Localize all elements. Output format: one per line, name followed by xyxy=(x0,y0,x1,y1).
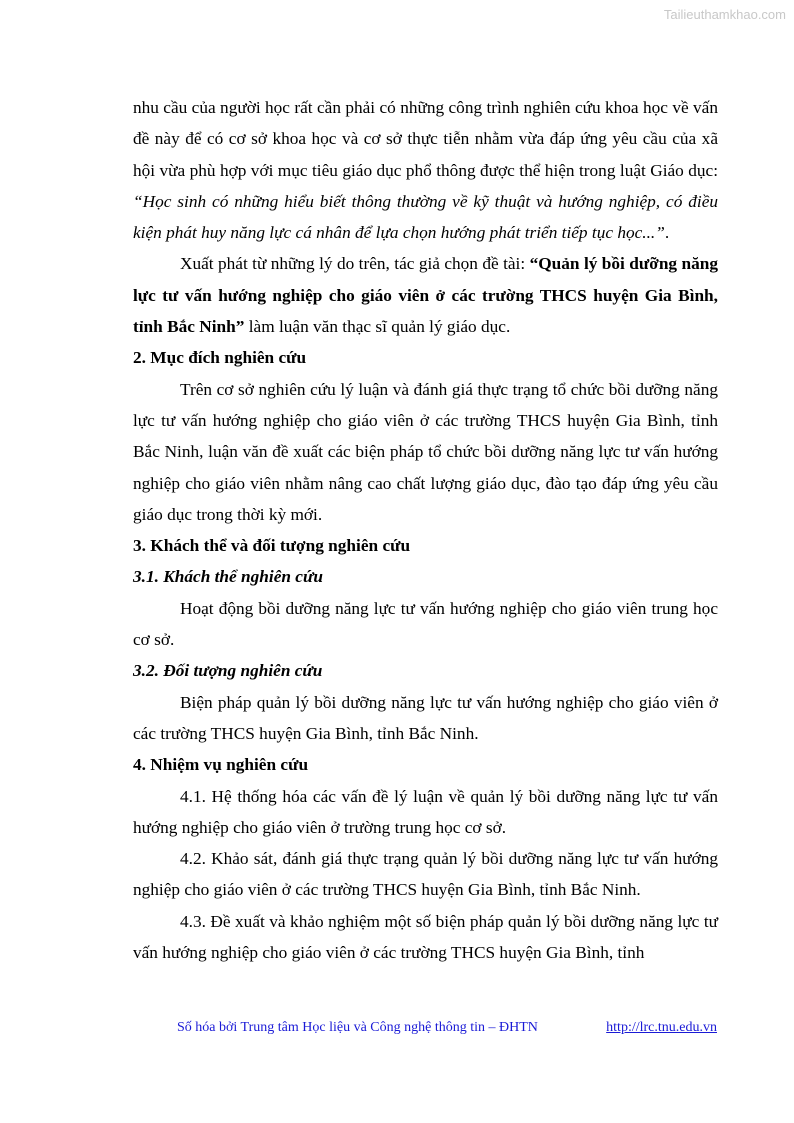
paragraph-topic xyxy=(133,248,718,342)
topic-intro: Xuất phát từ những lý do trên, tác giả chọn đề tài: xyxy=(180,254,530,274)
intro-text: nhu cầu của người học rất cần phải có những công trình nghiên cứu khoa học về vấn đề này để có cơ sở khoa học và cơ sở thực tiễn nhằm vừa đáp ứng yêu cầu của xã hội vừa phù hợp với mục tiêu giáo dục phổ thông được thể hiện trong luật Giáo dục: xyxy=(133,98,718,180)
section-2-text: Trên cơ sở nghiên cứu lý luận và đánh giá thực trạng tổ chức bồi dưỡng năng lực tư vấn hướng nghiệp cho giáo viên ở các trường THCS huyện Gia Bình, tỉnh Bắc Ninh, luận văn đề xuất các biện pháp tổ chức bồi dưỡng năng lực tư vấn hướng nghiệp cho giáo viên nhằm nâng cao chất lượng giáo dục, đào tạo đáp ứng yêu cầu giáo dục trong thời kỳ mới. xyxy=(133,379,718,524)
section-3-2-heading: 3.2. Đối tượng nghiên cứu xyxy=(133,661,323,681)
footer-link[interactable]: http://lrc.tnu.edu.vn xyxy=(606,1020,717,1035)
section-3-heading: 3. Khách thể và đối tượng nghiên cứu xyxy=(133,536,411,556)
section-4-heading: 4. Nhiệm vụ nghiên cứu xyxy=(133,755,309,775)
paragraph-intro xyxy=(133,92,718,248)
section-2-heading: 2. Mục đích nghiên cứu xyxy=(133,348,307,368)
thesis-title: “Quản lý bồi dưỡng năng lực tư vấn hướng nghiệp cho giáo viên ở các trường THCS huyện Gia Bình, tỉnh Bắc Ninh” xyxy=(133,254,718,337)
document-body xyxy=(133,92,718,968)
education-law-quote: “Học sinh có những hiểu biết thông thường về kỹ thuật và hướng nghiệp, có điều kiện phát huy năng lực cá nhân để lựa chọn hướng phát triển tiếp tục học...” xyxy=(133,191,718,243)
task-item: 4.3. Đề xuất và khảo nghiệm một số biện pháp quản lý bồi dưỡng năng lực tư vấn hướng nghiệp cho giáo viên ở các trường THCS huyện Gia Bình, tỉnh xyxy=(133,911,718,963)
footer-credit: Số hóa bởi Trung tâm Học liệu và Công nghệ thông tin – ĐHTN xyxy=(177,1020,538,1035)
task-item: 4.1. Hệ thống hóa các vấn đề lý luận về quản lý bồi dưỡng năng lực tư vấn hướng nghiệp cho giáo viên ở trường trung học cơ sở. xyxy=(133,786,718,837)
intro-end: . xyxy=(664,223,670,243)
topic-end: làm luận văn thạc sĩ quản lý giáo dục. xyxy=(244,317,511,337)
section-3-1-text: Hoạt động bồi dưỡng năng lực tư vấn hướng nghiệp cho giáo viên trung học cơ sở. xyxy=(133,598,718,650)
task-item: 4.2. Khảo sát, đánh giá thực trạng quản lý bồi dưỡng năng lực tư vấn hướng nghiệp cho giáo viên ở các trường THCS huyện Gia Bình, tỉnh Bắc Ninh. xyxy=(133,849,718,900)
watermark: Tailieuthamkhao.com xyxy=(663,7,786,22)
section-3-1-heading: 3.1. Khách thể nghiên cứu xyxy=(133,567,323,587)
page-footer xyxy=(177,1020,717,1036)
section-3-2-text: Biện pháp quản lý bồi dưỡng năng lực tư vấn hướng nghiệp cho giáo viên ở các trường THCS huyện Gia Bình, tỉnh Bắc Ninh. xyxy=(133,692,718,743)
